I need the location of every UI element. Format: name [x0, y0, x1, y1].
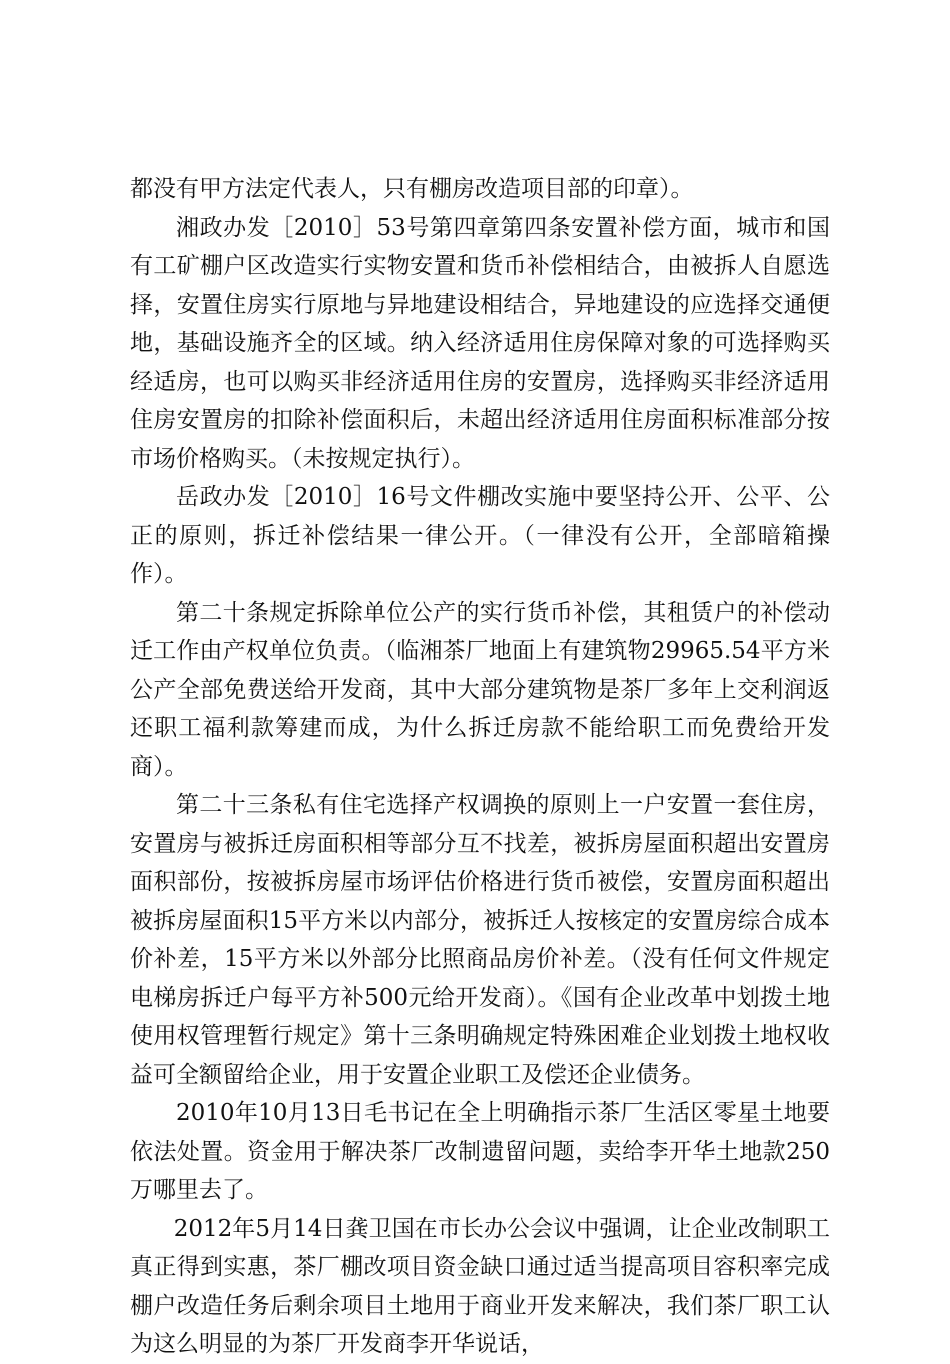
- paragraph-continuation: 都没有甲方法定代表人，只有棚房改造项目部的印章）。: [130, 176, 694, 202]
- paragraph-2010-oct-13: 2010年10月13日毛书记在全上明确指示茶厂生活区零星土地要依法处置。资金用于解决茶厂改制遗留问题，卖给李开华土地款250万哪里去了。: [130, 1100, 830, 1203]
- document-body: [130, 170, 830, 1364]
- paragraph-article-20: 第二十条规定拆除单位公产的实行货币补偿，其租赁户的补偿动迁工作由产权单位负责。（临湘茶厂地面上有建筑物29965.54平方米公产全部免费送给开发商，其中大部分建筑物是茶厂多年上交利润返还职工福利款筹建而成，为什么拆迁房款不能给职工而免费给开发商）。: [130, 599, 830, 780]
- paragraph-yue-zheng-ban-fa: 岳政办发［2010］16号文件棚改实施中要坚持公开、公平、公正的原则，拆迁补偿结果一律公开。（一律没有公开，全部暗箱操作）。: [130, 484, 830, 587]
- paragraph-article-23: 第二十三条私有住宅选择产权调换的原则上一户安置一套住房，安置房与被拆迁房面积相等部分互不找差，被拆房屋面积超出安置房面积部份，按被拆房屋市场评估价格进行货币被偿，安置房面积超出被拆房屋面积15平方米以内部分，被拆迁人按核定的安置房综合成本价补差，15平方米以外部分比照商品房价补差。（没有任何文件规定电梯房拆迁户每平方补500元给开发商）。《国有企业改革中划拨土地使用权管理暂行规定》第十三条明确规定特殊困难企业划拨土地权收益可全额留给企业，用于安置企业职工及偿还企业债务。: [130, 792, 830, 1088]
- paragraph-xiang-zheng-ban-fa: 湘政办发［2010］53号第四章第四条安置补偿方面，城市和国有工矿棚户区改造实行实物安置和货币补偿相结合，由被拆人自愿选择，安置住房实行原地与异地建设相结合，异地建设的应选择交通便地，基础设施齐全的区域。纳入经济适用住房保障对象的可选择购买经适房，也可以购买非经济适用住房的安置房，选择购买非经济适用住房安置房的扣除补偿面积后，未超出经济适用住房面积标准部分按市场价格购买。（未按规定执行）。: [130, 214, 830, 472]
- paragraph-2012-may-14: 2012年5月14日龚卫国在市长办公会议中强调，让企业改制职工真正得到实惠，茶厂棚改项目资金缺口通过适当提高项目容积率完成棚户改造任务后剩余项目土地用于商业开发来解决，我们茶厂职工认为这么明显的为茶厂开发商李开华说话，: [130, 1215, 830, 1357]
